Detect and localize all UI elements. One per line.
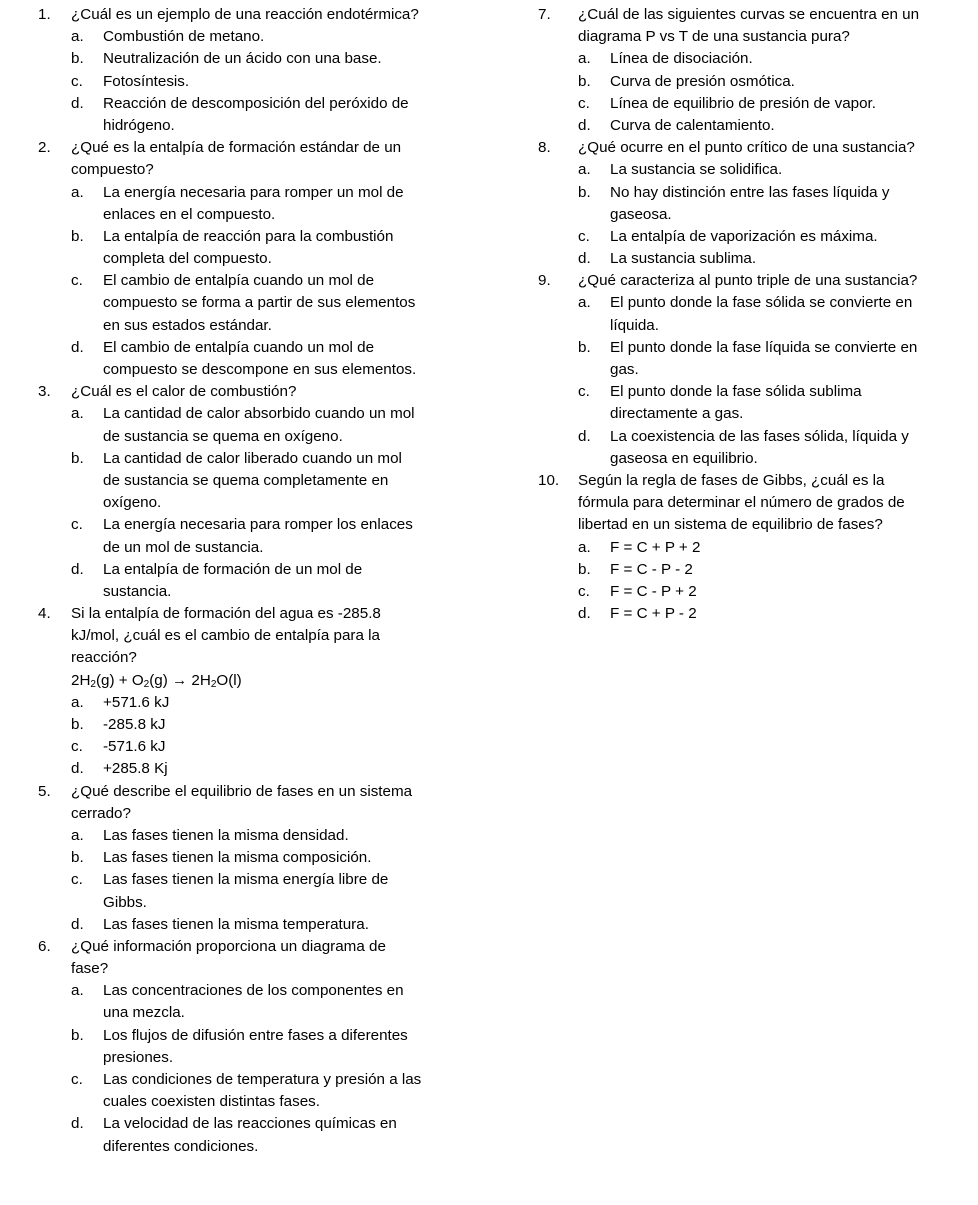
option-letter: a. [71,826,84,844]
option-text: El punto donde la fase líquida se convierte en [610,338,918,356]
option-text: compuesto se forma a partir de sus elementos [103,294,416,312]
option-letter: c. [71,72,83,90]
question-number: 1. [38,6,51,23]
answer-option-continued [38,537,468,559]
answer-option [38,182,468,204]
question-text: ¿Qué información proporciona un diagrama de [71,937,386,955]
option-letter: a. [71,982,84,1000]
option-text: La entalpía de reacción para la combustión [103,227,394,245]
answer-option [38,847,468,869]
answer-option [538,48,958,70]
question-stem [38,4,468,26]
option-letter: c. [578,383,590,401]
answer-option [38,736,468,758]
subscript: 2 [210,678,217,690]
question-8 [538,137,958,270]
option-letter: c. [71,516,83,534]
question-text: fase? [71,960,109,978]
question-number: 7. [538,6,551,23]
question-stem-continued [38,625,468,647]
answer-option [38,270,468,292]
option-text: gas. [610,361,639,378]
option-letter: c. [578,582,590,600]
answer-option [538,426,958,448]
question-text: ¿Qué describe el equilibrio de fases en un sistema [71,782,413,800]
option-text: líquida. [610,316,659,334]
question-stem [38,381,468,403]
option-text: La velocidad de las reacciones químicas en [103,1115,397,1133]
equation-part: 2H [71,671,91,689]
option-text: gaseosa en equilibrio. [610,449,758,467]
option-letter: b. [71,449,84,467]
option-text: Curva de calentamiento. [610,116,775,134]
answer-option-continued [538,448,958,470]
option-letter: c. [578,227,590,245]
question-stem [38,603,468,625]
option-text: completa del compuesto. [103,250,272,268]
option-text: diferentes condiciones. [103,1137,259,1155]
option-text: La sustancia se solidifica. [610,161,783,179]
option-letter: b. [578,560,591,578]
question-stem [538,137,958,159]
option-text: F = C - P - 2 [610,560,693,578]
question-number: 6. [38,937,51,955]
answer-option [538,292,958,314]
question-stem [538,270,958,292]
question-number: 8. [538,139,551,157]
option-text: El cambio de entalpía cuando un mol de [103,338,375,356]
answer-option [538,93,958,115]
option-letter: a. [578,294,591,312]
question-stem-continued [538,514,958,536]
option-letter: c. [71,871,83,889]
option-letter: b. [71,849,84,867]
question-text: reacción? [71,649,137,667]
answer-option [38,559,468,581]
option-text: La energía necesaria para romper un mol de [103,183,404,201]
answer-option-continued [538,359,958,381]
option-text: Las condiciones de temperatura y presión a las [103,1071,422,1088]
option-text: Curva de presión osmótica. [610,72,795,90]
question-text: ¿Cuál de las siguientes curvas se encuentra en un [578,6,920,23]
answer-option [538,537,958,559]
question-stem [38,137,468,159]
option-text: presiones. [103,1048,174,1066]
option-text: Combustión de metano. [103,28,265,46]
option-text: -285.8 kJ [103,716,166,733]
answer-option [38,1113,468,1135]
option-letter: d. [578,427,591,445]
answer-option [38,48,468,70]
answer-option-continued [38,292,468,314]
question-number: 10. [538,471,560,489]
option-text: directamente a gas. [610,405,744,423]
equation-part: (g) + O [95,671,144,689]
question-text: compuesto? [71,161,154,179]
answer-option-continued [38,470,468,492]
option-letter: d. [71,560,84,578]
question-stem [538,4,958,26]
option-text: La cantidad de calor absorbido cuando un mol [103,405,415,423]
option-letter: d. [578,250,591,268]
option-text: compuesto se descompone en sus elementos. [103,361,417,378]
option-letter: a. [578,161,591,179]
option-text: El punto donde la fase sólida sublima [610,383,862,401]
subscript: 2 [143,678,150,690]
equation-part: O(l) [216,671,242,689]
option-text: La entalpía de vaporización es máxima. [610,227,878,245]
answer-option-continued [38,492,468,514]
option-text: oxígeno. [103,494,162,512]
question-text: fórmula para determinar el número de grados de [578,494,905,512]
question-number: 9. [538,272,551,290]
answer-option [538,337,958,359]
answer-option [538,115,958,137]
question-text: ¿Cuál es el calor de combustión? [71,383,297,401]
option-letter: a. [71,28,84,46]
question-1 [38,4,468,137]
question-text: ¿Qué ocurre en el punto crítico de una sustancia? [578,139,915,157]
option-text: El punto donde la fase sólida se convierte en [610,294,913,312]
option-text: de sustancia se quema completamente en [103,471,389,489]
answer-option [38,514,468,536]
option-letter: d. [578,605,591,623]
question-text: kJ/mol, ¿cuál es el cambio de entalpía para la [71,627,380,645]
answer-option [538,248,958,270]
answer-option [38,1025,468,1047]
option-text: sustancia. [103,582,172,600]
question-stem-continued [38,159,468,181]
answer-option-continued [38,1002,468,1024]
option-text: cuales coexisten distintas fases. [103,1093,320,1111]
option-letter: b. [578,183,591,201]
answer-option [38,914,468,936]
question-10 [538,470,958,625]
option-letter: a. [578,50,591,68]
question-number: 4. [38,605,51,623]
option-text: La energía necesaria para romper los enlaces [103,516,413,534]
question-number: 2. [38,139,51,157]
question-stem-continued [538,492,958,514]
question-stem-continued [38,647,468,669]
answer-option [38,71,468,93]
option-text: Neutralización de un ácido con una base. [103,50,382,68]
answer-option [538,603,958,625]
answer-option [538,381,958,403]
left-column [38,4,468,1158]
answer-option [38,758,468,780]
option-letter: b. [578,72,591,90]
answer-option [38,825,468,847]
question-stem-continued [538,26,958,48]
option-text: F = C + P - 2 [610,605,697,623]
option-text: de sustancia se quema en oxígeno. [103,427,343,445]
question-stem [38,936,468,958]
reaction-equation [38,670,468,692]
option-text: El cambio de entalpía cuando un mol de [103,272,375,290]
answer-option [538,581,958,603]
question-stem [538,470,958,492]
answer-option [38,26,468,48]
option-letter: b. [578,338,591,356]
option-text: F = C + P + 2 [610,538,701,556]
answer-option [538,159,958,181]
answer-option [38,980,468,1002]
option-letter: b. [71,716,84,733]
option-letter: d. [71,915,84,933]
option-text: +285.8 Kj [103,760,168,778]
answer-option-continued [38,1136,468,1158]
answer-option [38,1069,468,1091]
subscript: 2 [90,678,96,690]
answer-option [38,337,468,359]
question-4 [38,603,468,781]
option-letter: d. [71,94,84,112]
option-text: -571.6 kJ [103,738,166,756]
option-letter: d. [71,338,84,356]
answer-option-continued [38,426,468,448]
option-text: gaseosa. [610,205,672,223]
option-text: F = C - P + 2 [610,582,697,600]
answer-option [38,226,468,248]
equation [71,670,242,692]
answer-option [38,869,468,891]
option-letter: a. [71,405,84,423]
answer-option-continued [38,315,468,337]
option-letter: a. [71,183,84,201]
answer-option-continued [38,359,468,381]
option-text: La sustancia sublima. [610,250,757,268]
option-text: Las fases tienen la misma energía libre de [103,871,389,889]
option-text: hidrógeno. [103,116,175,134]
question-number: 3. [38,383,51,401]
answer-option [538,226,958,248]
option-text: enlaces en el compuesto. [103,205,276,223]
option-letter: b. [71,50,84,68]
question-2 [38,137,468,381]
option-text: No hay distinción entre las fases líquida y [610,183,890,201]
answer-option-continued [38,1091,468,1113]
answer-option-continued [38,581,468,603]
answer-option-continued [38,248,468,270]
option-text: +571.6 kJ [103,693,170,711]
option-letter: a. [578,538,591,556]
answer-option-continued [538,315,958,337]
question-9 [538,270,958,470]
answer-option-continued [538,204,958,226]
question-5 [38,781,468,936]
answer-option [38,692,468,714]
answer-option [538,71,958,93]
option-letter: c. [71,738,83,756]
question-text: cerrado? [71,804,131,822]
question-text: libertad en un sistema de equilibrio de fases? [578,516,883,534]
question-stem-continued [38,803,468,825]
option-letter: b. [71,227,84,245]
option-text: Las fases tienen la misma temperatura. [103,915,369,933]
question-stem [38,781,468,803]
option-text: La coexistencia de las fases sólida, líquida y [610,427,909,445]
option-letter: d. [71,760,84,778]
answer-option [38,403,468,425]
answer-option-continued [38,892,468,914]
question-text: Si la entalpía de formación del agua es -285.8 [71,605,381,623]
answer-option [38,93,468,115]
option-text: de un mol de sustancia. [103,538,264,556]
option-letter: a. [71,693,84,711]
option-text: La cantidad de calor liberado cuando un mol [103,449,402,467]
answer-option-continued [538,403,958,425]
option-letter: c. [578,94,590,112]
option-letter: c. [71,272,83,290]
answer-option-continued [38,204,468,226]
answer-option [38,714,468,736]
question-stem-continued [38,958,468,980]
option-text: en sus estados estándar. [103,316,272,334]
option-letter: c. [71,1071,83,1088]
answer-option [538,559,958,581]
answer-option [538,182,958,204]
equation-part: (g) → 2H [149,671,211,689]
option-text: Los flujos de difusión entre fases a diferentes [103,1026,408,1044]
option-text: Las fases tienen la misma composición. [103,849,372,867]
answer-option [38,448,468,470]
question-text: ¿Qué es la entalpía de formación estándar de un [71,139,402,157]
answer-option-continued [38,1047,468,1069]
option-letter: d. [71,1115,84,1133]
question-number: 5. [38,782,51,800]
question-6 [38,936,468,1158]
answer-option-continued [38,115,468,137]
right-column [538,4,958,625]
question-text: Según la regla de fases de Gibbs, ¿cuál es la [578,471,885,489]
option-letter: b. [71,1026,84,1044]
option-text: La entalpía de formación de un mol de [103,560,363,578]
question-text: diagrama P vs T de una sustancia pura? [578,28,850,46]
question-text: ¿Qué caracteriza al punto triple de una sustancia? [578,272,918,290]
option-text: una mezcla. [103,1004,185,1022]
option-text: Reacción de descomposición del peróxido de [103,94,409,112]
option-text: Las fases tienen la misma densidad. [103,826,349,844]
option-letter: d. [578,116,591,134]
option-text: Línea de disociación. [610,50,753,68]
option-text: Las concentraciones de los componentes en [103,982,404,1000]
question-7 [538,4,958,137]
option-text: Fotosíntesis. [103,72,190,90]
question-3 [38,381,468,603]
question-text: ¿Cuál es un ejemplo de una reacción endotérmica? [71,6,419,23]
option-text: Gibbs. [103,893,147,911]
option-text: Línea de equilibrio de presión de vapor. [610,94,876,112]
